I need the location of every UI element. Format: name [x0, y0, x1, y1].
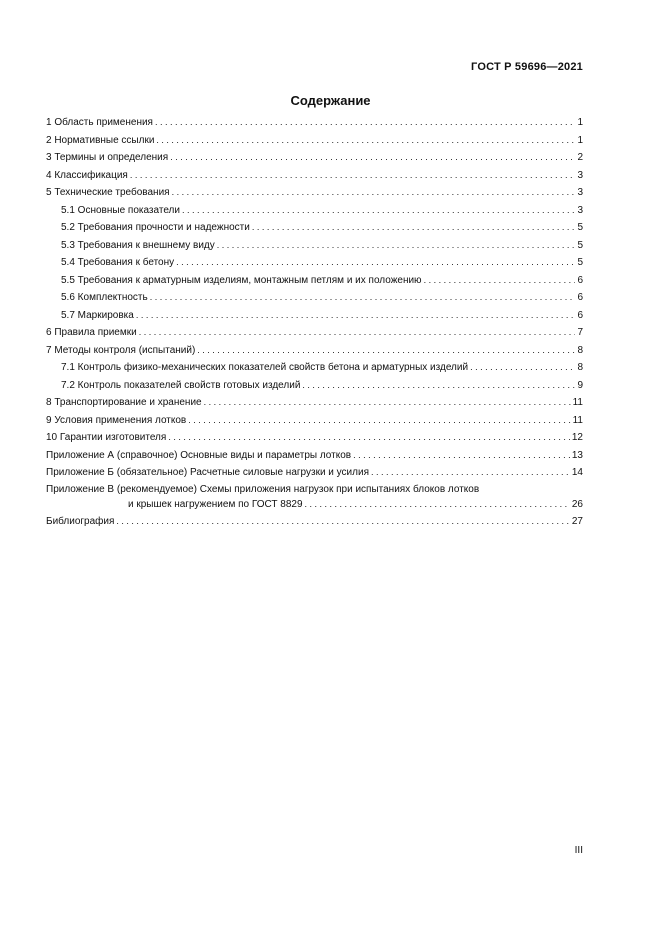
toc-entry-label: 3 Термины и определения — [46, 152, 169, 163]
toc-entry-label: Приложение В (рекомендуемое) Схемы приложения нагрузок при испытаниях блоков лотков — [46, 483, 480, 495]
toc-leader-dots — [170, 149, 575, 167]
toc-entry-page: 6 — [577, 292, 583, 303]
toc-entry-label: 5.3 Требования к внешнему виду — [61, 239, 215, 251]
toc-leader-dots — [136, 307, 576, 325]
toc-title: Содержание — [290, 93, 371, 108]
toc-entry-page: 11 — [572, 414, 583, 426]
toc-entry-label: 7 Методы контроля (испытаний) — [46, 344, 196, 356]
toc-leader-dots — [204, 394, 571, 412]
toc-leader-dots — [150, 289, 576, 307]
document-code: ГОСТ Р 59696—2021 — [471, 61, 583, 73]
toc-entry-label: 5.4 Требования к бетону — [61, 257, 175, 268]
toc-entry-page: 3 — [577, 187, 583, 198]
toc-entry-page: 1 — [577, 134, 583, 146]
toc-entry-label: 6 Правила приемки — [46, 327, 137, 338]
toc-leader-dots — [302, 377, 575, 395]
toc-entry[interactable] — [46, 254, 583, 272]
toc-entry-label: 7.2 Контроль показателей свойств готовых изделий — [61, 379, 301, 391]
toc-leader-dots — [188, 412, 570, 430]
toc-entry[interactable] — [46, 202, 583, 220]
toc-leader-dots — [371, 464, 570, 482]
toc-entry-page: 27 — [571, 515, 583, 527]
toc-entry-page: 3 — [577, 204, 583, 216]
toc-entry-label: 5.2 Требования прочности и надежности — [61, 222, 250, 233]
toc-leader-dots — [155, 114, 575, 132]
toc-entry-label: 5.6 Комплектность — [61, 292, 148, 303]
toc-entry-label: 5.1 Основные показатели — [61, 204, 180, 216]
toc-entry-page: 9 — [577, 379, 583, 391]
toc-entry-page: 6 — [577, 309, 583, 321]
toc-entry-page: 1 — [577, 117, 583, 128]
toc-entry[interactable] — [46, 447, 583, 465]
toc-entry-appendix-v[interactable] — [46, 483, 583, 513]
toc-leader-dots — [182, 202, 575, 220]
toc-leader-dots — [217, 237, 576, 255]
toc-entry[interactable] — [46, 324, 583, 342]
toc-entry-page: 5 — [577, 222, 583, 233]
toc-entry-label: 7.1 Контроль физико-механических показателей свойств бетона и арматурных изделий — [61, 362, 469, 373]
toc-entry[interactable] — [46, 167, 583, 185]
toc-leader-dots — [252, 219, 576, 237]
toc-entry-label: 1 Область применения — [46, 117, 153, 128]
toc-leader-dots — [172, 184, 576, 202]
toc-entry-label: Приложение А (справочное) Основные виды и параметры лотков — [46, 449, 352, 461]
toc-entry-label: 10 Гарантии изготовителя — [46, 432, 167, 443]
toc-entry[interactable] — [46, 272, 583, 290]
toc-leader-dots — [197, 342, 575, 360]
toc-entry-page: 14 — [571, 467, 583, 478]
toc-entry-label: 5 Технические требования — [46, 187, 170, 198]
toc-entry-page: 26 — [571, 498, 583, 510]
toc-entry-label: 9 Условия применения лотков — [46, 414, 187, 426]
toc-entry[interactable] — [46, 307, 583, 325]
toc-entry[interactable] — [46, 132, 583, 150]
toc-entry-page: 3 — [577, 169, 583, 181]
toc-entry-page: 2 — [577, 152, 583, 163]
toc-leader-dots — [353, 447, 570, 465]
toc-entry[interactable] — [46, 464, 583, 482]
toc-entry-label: 4 Классификация — [46, 169, 128, 181]
toc-entry[interactable] — [46, 237, 583, 255]
toc-entry-page: 5 — [577, 239, 583, 251]
toc-leader-dots — [116, 513, 569, 531]
toc-entry-page: 7 — [577, 327, 583, 338]
toc-entry[interactable] — [46, 342, 583, 360]
toc-entry-page: 13 — [571, 449, 583, 461]
toc-leader-dots — [305, 496, 570, 513]
toc-entry-label: 5.7 Маркировка — [61, 309, 134, 321]
toc-entry-label: 5.5 Требования к арматурным изделиям, монтажным петлям и их положению — [61, 274, 422, 286]
toc-leader-dots — [156, 132, 575, 150]
toc-entry-label: 2 Нормативные ссылки — [46, 134, 155, 146]
toc-entry-label: и крышек нагружением по ГОСТ 8829 — [128, 498, 303, 510]
toc-entry-page: 12 — [571, 432, 583, 443]
toc-leader-dots — [139, 324, 576, 342]
table-of-contents — [46, 114, 583, 530]
toc-entry-page: 11 — [572, 397, 583, 408]
toc-entry-page: 5 — [577, 257, 583, 268]
toc-entry[interactable] — [46, 377, 583, 395]
toc-entry[interactable] — [46, 114, 583, 132]
toc-entry[interactable] — [46, 289, 583, 307]
toc-entry-label: Приложение Б (обязательное) Расчетные силовые нагрузки и усилия — [46, 467, 369, 478]
toc-leader-dots — [130, 167, 576, 185]
toc-entry[interactable] — [46, 359, 583, 377]
toc-entry[interactable] — [46, 412, 583, 430]
page-number: III — [574, 845, 583, 856]
toc-leader-dots — [168, 429, 570, 447]
toc-entry-label: 8 Транспортирование и хранение — [46, 397, 202, 408]
toc-leader-dots — [470, 359, 575, 377]
toc-entry-label: Библиография — [46, 515, 115, 527]
toc-entry[interactable] — [46, 394, 583, 412]
toc-entry-bibliography[interactable] — [46, 513, 583, 531]
toc-entry[interactable] — [46, 429, 583, 447]
toc-entry-page: 8 — [577, 362, 583, 373]
toc-entry-page: 6 — [577, 274, 583, 286]
toc-entry[interactable] — [46, 219, 583, 237]
toc-leader-dots — [176, 254, 575, 272]
toc-entry-page: 8 — [577, 344, 583, 356]
toc-entry[interactable] — [46, 184, 583, 202]
toc-leader-dots — [424, 272, 576, 290]
toc-entry[interactable] — [46, 149, 583, 167]
